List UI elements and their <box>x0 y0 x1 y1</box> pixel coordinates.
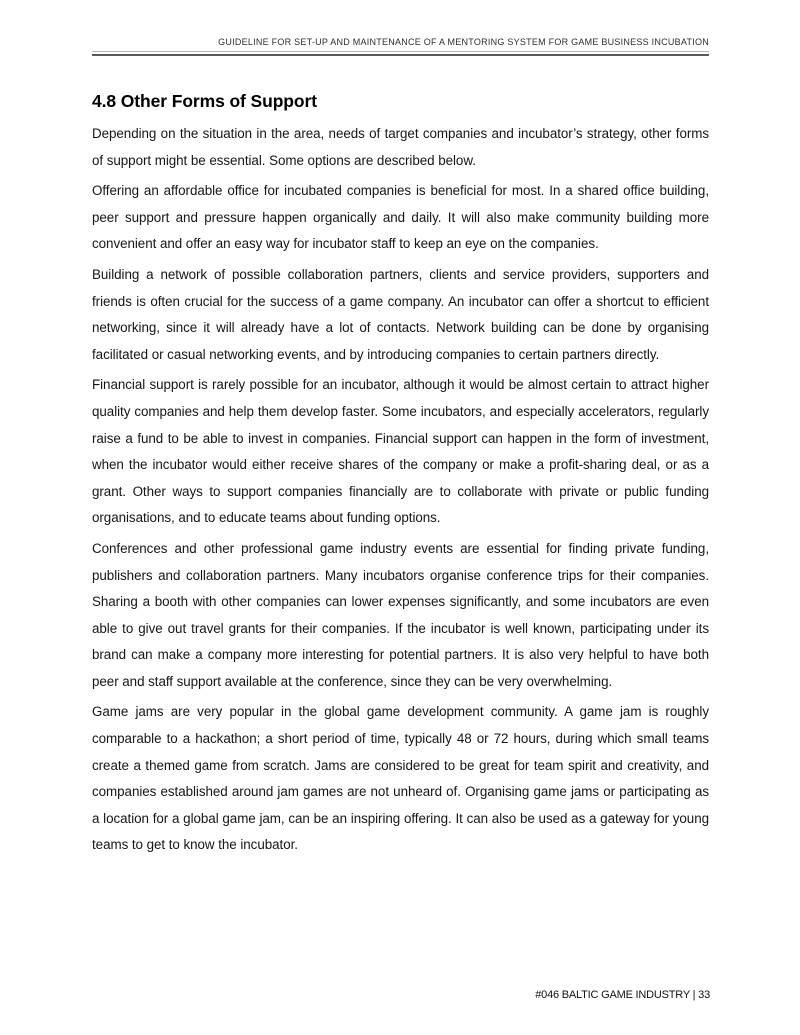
page-footer: #046 BALTIC GAME INDUSTRY | 33 <box>535 989 710 1001</box>
paragraph: Depending on the situation in the area, needs of target companies and incubator’s strategy, other forms of support might be essential. Some options are described below. <box>92 126 709 168</box>
paragraph: Building a network of possible collaboration partners, clients and service providers, supporters and friends is often crucial for the success of a game company. An incubator can offer a shortcut to efficient networking, since it will already have a lot of contacts. Network building can be done by organising facilitated or casual networking events, and by introducing companies to certain partners directly. <box>92 266 709 362</box>
paragraph: Financial support is rarely possible for an incubator, although it would be almost certain to attract higher quality companies and help them develop faster. Some incubators, and especially accelerators, regularly raise a fund to be able to invest in companies. Financial support can happen in the form of investment, when the incubator would either receive shares of the company or make a profit-sharing deal, or as a grant. Other ways to support companies financially are to collaborate with private or public funding organisations, and to educate teams about funding options. <box>92 377 709 526</box>
paragraph: Offering an affordable office for incubated companies is beneficial for most. In a shared office building, peer support and pressure happen organically and daily. It will also make community building more convenient and offer an easy way for incubator staff to keep an eye on the companies. <box>92 183 709 252</box>
header-rule <box>92 51 709 56</box>
body-text <box>92 121 709 859</box>
section-heading: 4.8 Other Forms of Support <box>92 91 317 111</box>
running-header: GUIDELINE FOR SET-UP AND MAINTENANCE OF A MENTORING SYSTEM FOR GAME BUSINESS INCUBATION <box>218 37 709 47</box>
paragraph: Game jams are very popular in the global game development community. A game jam is roughly comparable to a hackathon; a short period of time, typically 48 or 72 hours, during which small teams create a themed game from scratch. Jams are considered to be great for team spirit and creativity, and companies established around jam games are not unheard of. Organising game jams or participating as a location for a global game jam, can be an inspiring offering. It can also be used as a gateway for young teams to get to know the incubator. <box>92 704 709 853</box>
page-content <box>92 0 709 863</box>
paragraph: Conferences and other professional game industry events are essential for finding private funding, publishers and collaboration partners. Many incubators organise conference trips for their companies. Sharing a booth with other companies can lower expenses significantly, and some incubators are even able to give out travel grants for their companies. If the incubator is well known, participating under its brand can make a company more interesting for potential partners. It is also very helpful to have both peer and staff support available at the conference, since they can be very overwhelming. <box>92 540 709 689</box>
